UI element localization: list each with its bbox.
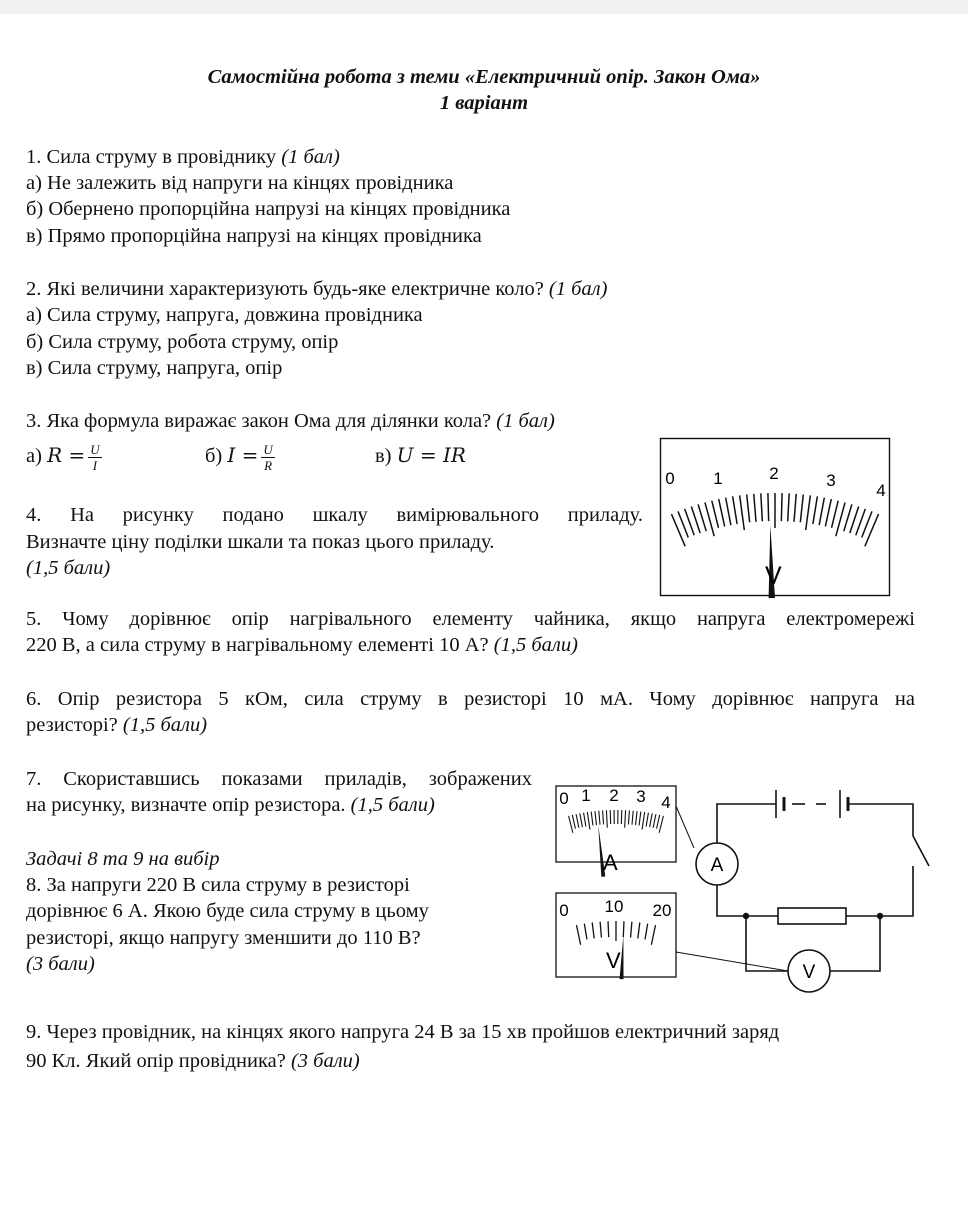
- question-9-line-1: 9. Через провідник, на кінцях якого напруга 24 В за 15 хв пройшов електричний заряд: [26, 1021, 780, 1043]
- question-4-points: (1,5 бали): [26, 557, 111, 579]
- q1-option-b: б) Обернено пропорційна напрузі на кінцях провідника: [26, 198, 511, 220]
- question-5-line-2: 220 В, а сила струму в нагрівальному елементі 10 А? (1,5 бали): [26, 634, 578, 656]
- question-2: 2. Які величини характеризують будь-яке електричне коло? (1 бал): [26, 278, 608, 300]
- ammeter-symbol-label: A: [710, 855, 724, 876]
- fraction: $\frac{U}{R}$: [263, 441, 273, 473]
- question-8-line-2: дорівнює 6 А. Якою буде сила струму в цьому: [26, 900, 429, 922]
- scale-label-0: 0: [665, 469, 675, 488]
- points: (1 бал): [281, 146, 340, 168]
- ammeter-scale-label-4: 4: [661, 793, 671, 812]
- circuit-diagram-q7: [550, 766, 940, 988]
- q1-option-c: в) Прямо пропорційна напрузі на кінцях провідника: [26, 225, 482, 247]
- points: (3 бали): [290, 1050, 360, 1072]
- battery-cells: [776, 790, 848, 818]
- scale-tick: [768, 493, 769, 521]
- circuit-wires: [717, 804, 913, 971]
- question-4-line-2: Визначте ціну поділки шкали та показ цього приладу.: [26, 531, 495, 553]
- q3-option-b: б) I = $\frac{U}{R}$: [205, 441, 273, 473]
- choice-note: Задачі 8 та 9 на вибір: [26, 848, 220, 870]
- leader-line-voltmeter: [676, 952, 788, 971]
- points: (1,5 бали): [493, 634, 578, 656]
- voltmeter-unit: V: [606, 948, 621, 973]
- question-8-line-3: резисторі, якщо напругу зменшити до 110 В?: [26, 927, 421, 949]
- question-4-line-1: 4. На рисунку подано шкалу вимірювального приладу.: [26, 504, 643, 526]
- scale-tick: [781, 493, 782, 521]
- voltmeter-symbol-label: V: [802, 962, 816, 983]
- voltmeter-scale-label-20: 20: [652, 901, 672, 920]
- ammeter-scale-label-1: 1: [581, 786, 591, 805]
- voltmeter-scale-label-0: 0: [559, 901, 569, 920]
- question-3: 3. Яка формула виражає закон Ома для ділянки кола? (1 бал): [26, 410, 555, 432]
- fraction: $\frac{U}{I}$: [90, 441, 100, 473]
- points: (1,5 бали): [122, 714, 208, 736]
- q3-option-c: в) U = IR: [375, 443, 466, 467]
- leader-line-ammeter: [676, 806, 694, 848]
- points: (1 бал): [496, 410, 555, 432]
- scale-label-2: 2: [769, 464, 779, 483]
- ammeter-scale-label-3: 3: [636, 787, 646, 806]
- q2-option-c: в) Сила струму, напруга, опір: [26, 357, 283, 379]
- ammeter-unit: A: [603, 850, 618, 875]
- worksheet-title: Самостійна робота з теми «Електричний опір. Закон Ома»: [207, 66, 761, 88]
- junction-dot: [877, 913, 883, 919]
- ammeter-scale-label-0: 0: [559, 789, 569, 808]
- q2-option-a: а) Сила струму, напруга, довжина провідника: [26, 304, 423, 326]
- scale-label-1: 1: [713, 469, 723, 488]
- scale-label-3: 3: [826, 471, 836, 490]
- ammeter-scale-label-2: 2: [609, 786, 619, 805]
- q3-option-a: а) R = $\frac{U}{I}$: [26, 441, 100, 473]
- scale-label-4: 4: [876, 481, 886, 500]
- variant-label: 1 варіант: [439, 92, 529, 114]
- question-7-line-1: 7. Скориставшись показами приладів, зображених: [26, 768, 532, 790]
- points: (1,5 бали): [350, 794, 435, 816]
- question-9-line-2: 90 Кл. Який опір провідника? (3 бали): [26, 1050, 360, 1072]
- open-switch: [913, 836, 929, 866]
- junction-dot: [743, 913, 749, 919]
- scale-tick: [623, 921, 624, 937]
- voltmeter-scale-label-10: 10: [604, 897, 624, 916]
- q2-option-b: б) Сила струму, робота струму, опір: [26, 331, 339, 353]
- question-8-line-1: 8. За напруги 220 В сила струму в резисторі: [26, 874, 410, 896]
- scale-tick: [608, 921, 609, 937]
- voltmeter-scale-q4: [660, 438, 890, 596]
- question-6-line-1: 6. Опір резистора 5 кОм, сила струму в резисторі 10 мА. Чому дорівнює напруга на: [26, 688, 915, 710]
- question-7-line-2: на рисунку, визначте опір резистора. (1,5 бали): [26, 794, 435, 816]
- q1-option-a: а) Не залежить від напруги на кінцях провідника: [26, 172, 454, 194]
- worksheet-page: [0, 14, 968, 1210]
- resistor: [778, 908, 846, 924]
- points: (1 бал): [548, 278, 608, 300]
- meter-unit: V: [765, 562, 782, 590]
- question-6-line-2: резисторі? (1,5 бали): [26, 714, 208, 736]
- question-8-points: (3 бали): [26, 953, 95, 975]
- question-1: 1. Сила струму в провіднику (1 бал): [26, 146, 340, 168]
- question-5-line-1: 5. Чому дорівнює опір нагрівального елементу чайника, якщо напруга електромережі: [26, 608, 915, 630]
